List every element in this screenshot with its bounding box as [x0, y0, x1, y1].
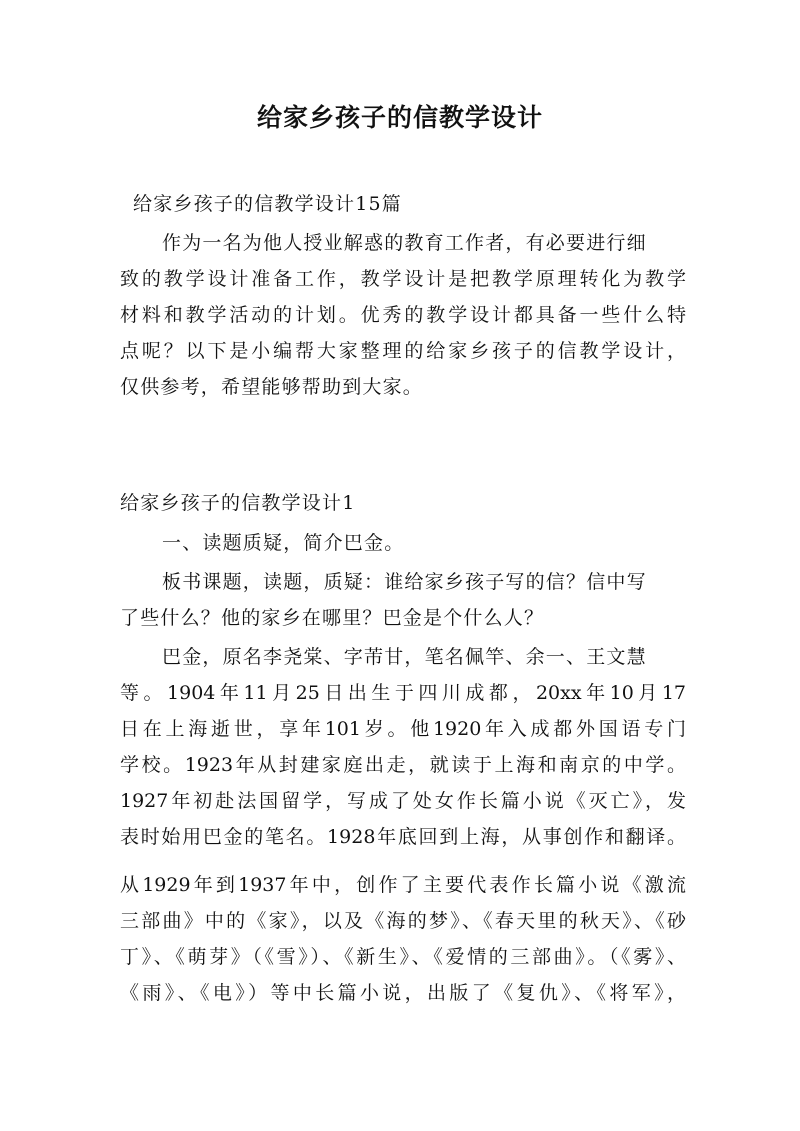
bio-line-6: 表时始用巴金的笔名。1928年底回到上海，从事创作和翻译。 [120, 826, 686, 848]
bio-line-5: 1927年初赴法国留学，写成了处女作长篇小说《灭亡》，发 [120, 790, 686, 812]
bio-line-8: 三部曲》中的《家》，以及《海的梦》、《春天里的秋天》、《砂 [120, 910, 686, 932]
intro-line-5: 仅供参考，希望能够帮助到大家。 [120, 376, 424, 398]
step-one-heading: 一、读题质疑，简介巴金。 [162, 532, 405, 554]
document-title: 给家乡孩子的信教学设计 [256, 103, 543, 132]
board-line-2: 了些什么？他的家乡在哪里？巴金是个什么人？ [120, 607, 545, 629]
intro-line-1: 作为一名为他人授业解惑的教育工作者，有必要进行细 [162, 232, 647, 254]
section-heading: 给家乡孩子的信教学设计1 [120, 492, 356, 514]
intro-line-2: 致的教学设计准备工作，教学设计是把教学原理转化为教学 [120, 268, 686, 290]
bio-line-7: 从1929年到1937年中，创作了主要代表作长篇小说《激流 [120, 874, 686, 896]
board-line-1: 板书课题，读题，质疑：谁给家乡孩子写的信？信中写 [162, 571, 647, 593]
bio-line-4: 学校。1923年从封建家庭出走，就读于上海和南京的中学。 [120, 754, 686, 776]
document-subtitle: 给家乡孩子的信教学设计15篇 [133, 193, 402, 215]
bio-line-3: 日在上海逝世，享年101岁。他1920年入成都外国语专门 [120, 718, 686, 740]
intro-line-4: 点呢？以下是小编帮大家整理的给家乡孩子的信教学设计， [120, 340, 686, 362]
intro-line-3: 材料和教学活动的计划。优秀的教学设计都具备一些什么特 [120, 304, 686, 326]
bio-line-10: 《雨》、《电》）等中长篇小说，出版了《复仇》、《将军》， [120, 982, 686, 1004]
bio-line-9: 丁》、《萌芽》（《雪》）、《新生》、《爱情的三部曲》。（《雾》、 [120, 946, 686, 968]
bio-line-1: 巴金，原名李尧棠、字芾甘，笔名佩竿、余一、王文慧 [162, 646, 647, 668]
bio-line-2: 等。1904年11月25日出生于四川成都，20xx年10月17 [120, 682, 686, 704]
